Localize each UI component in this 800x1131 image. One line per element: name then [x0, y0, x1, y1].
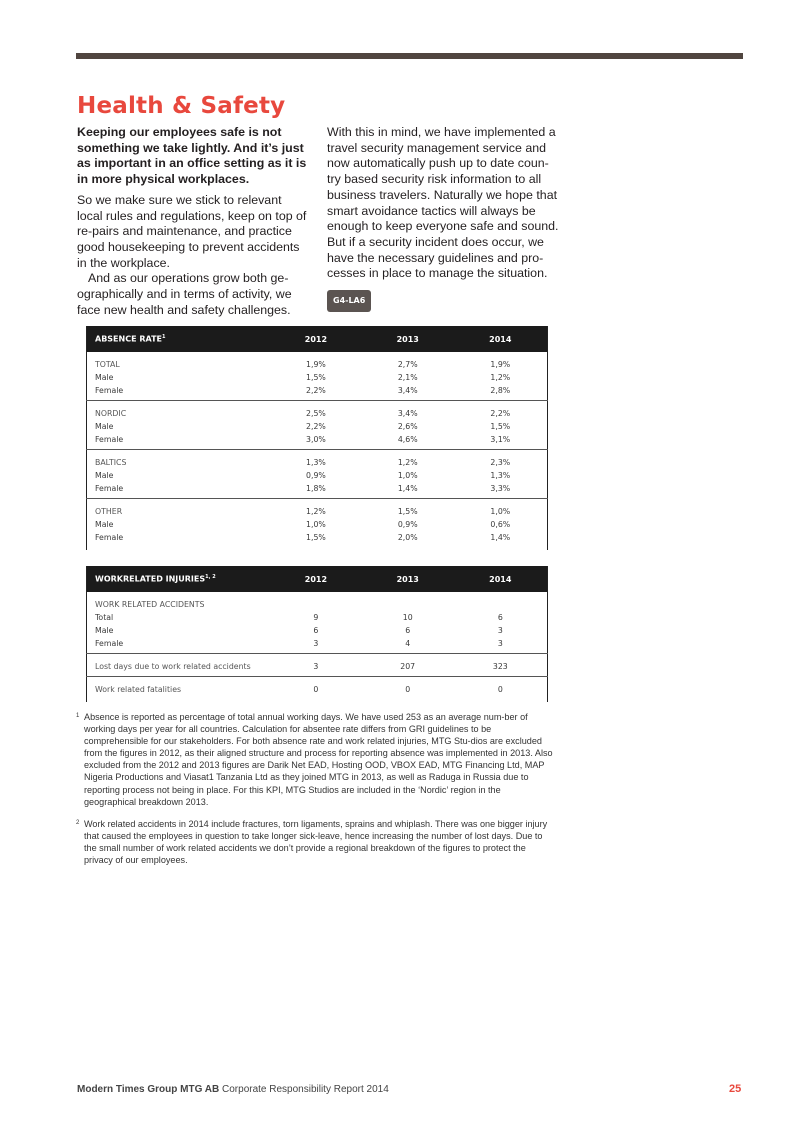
table-cell: 6 — [313, 626, 319, 635]
table-cell: 1,3% — [306, 458, 326, 467]
table-cell: 4,6% — [362, 433, 454, 450]
table-cell: 2,3% — [490, 458, 511, 467]
table-cell: 1,5% — [306, 373, 326, 382]
gri-badge: G4-LA6 — [327, 290, 371, 312]
table-cell: 3 — [497, 626, 503, 635]
table-cell: 1,5% — [306, 533, 326, 542]
table-cell: 1,9% — [490, 360, 511, 369]
table-row — [87, 401, 548, 421]
table-cell: 6 — [497, 613, 503, 622]
table-cell: 3,4% — [397, 409, 418, 418]
row-label: Female — [87, 433, 271, 450]
table-cell: 0,9% — [306, 471, 326, 480]
table-cell: 1,4% — [490, 533, 511, 542]
group-label: OTHER — [95, 507, 123, 516]
group-label: BALTICS — [95, 458, 127, 467]
table-cell: 1,2% — [306, 507, 326, 516]
table-cell: 1,8% — [270, 482, 362, 499]
table-cell: 1,0% — [397, 471, 418, 480]
table-cell: 323 — [454, 654, 548, 677]
table-row — [87, 482, 548, 499]
year-header: 2013 — [362, 326, 454, 352]
table-cell: 2,2% — [306, 422, 326, 431]
group-label: WORK RELATED ACCIDENTS — [95, 600, 205, 609]
row-label: Lost days due to work related accidents — [87, 654, 271, 677]
table-cell: 6 — [405, 626, 411, 635]
table-cell: 0,6% — [490, 520, 511, 529]
table-cell: 207 — [362, 654, 454, 677]
absence-rate-table — [86, 326, 548, 550]
table-cell: 2,1% — [397, 373, 418, 382]
row-label: Male — [95, 422, 114, 431]
table-cell: 4 — [362, 637, 454, 654]
table-cell: 1,9% — [306, 360, 326, 369]
table-cell: 0 — [405, 685, 411, 694]
footnote: 1 Absence is reported as percentage of total annual working days. We have used 253 as an average num-ber of working days per year for all countries. Calculation for absentee rate differs from GRI guidelines to be comprehensible for our stakeholders. For both absence rate and work related injuries, MTG Stu-dios are excluded from the figures in 2012, as their aligned structure and process for reporting absence was implemented in 2013. Also excluded from the 2012 and 2013 figures are Darik Net EAD, Hosting OOD, VBOX EAD, MTG Financing Ltd, MAP Nigeria Productions and Viasat1 Tanzania Ltd as they joined MTG in 2013, as well as Raduga in Russia due to reporting process not being in place. For this KPI, MTG Studios are included in the ‘Nordic’ region in the geographical breakdown 2013. — [76, 712, 553, 807]
row-label: Female — [95, 533, 124, 542]
table-cell: 2,6% — [397, 422, 418, 431]
row-label: Male — [95, 520, 114, 529]
table-header-title: ABSENCE RATE$^1$ — [87, 326, 271, 352]
table-cell: 10 — [402, 613, 413, 622]
row-label: Male — [95, 471, 114, 480]
footnotes — [76, 711, 554, 876]
year-header: 2014 — [454, 326, 548, 352]
table-cell: 2,7% — [397, 360, 418, 369]
table-row — [87, 531, 548, 544]
table-row — [87, 677, 548, 697]
table-row — [87, 624, 548, 637]
section-title: Health & Safety — [77, 93, 286, 119]
body-paragraph-1: So we make sure we stick to relevant local rules and regulations, keep on top of re-pairs and maintenance, and practice good housekeeping to prevent accidents in the workplace. — [77, 192, 307, 270]
table-row — [87, 384, 548, 401]
page-footer — [77, 1084, 389, 1095]
left-column — [77, 125, 309, 318]
table-header-row — [87, 566, 548, 592]
row-label: Female — [87, 482, 271, 499]
table-row — [87, 611, 548, 624]
row-label: Female — [87, 384, 271, 401]
table-row — [87, 420, 548, 433]
table-cell: 2,8% — [454, 384, 548, 401]
year-header: 2014 — [454, 566, 548, 592]
table-cell: 1,2% — [490, 373, 511, 382]
table-cell: 3,0% — [270, 433, 362, 450]
footnote: 2 Work related accidents in 2014 include fractures, torn ligaments, sprains and whiplash. There was one bigger injury that caused the employees in question to take longer sick-leave, hence increasing the number of lost days. Due to the small number of work related accidents we don’t provide a regional breakdown of the figures to protect the privacy of our employees. — [76, 818, 548, 866]
table-row — [87, 450, 548, 470]
table-row — [87, 371, 548, 384]
row-label: Female — [87, 637, 271, 654]
table-cell: 9 — [313, 613, 319, 622]
table-cell: 1,0% — [490, 507, 511, 516]
page-number: 25 — [729, 1083, 742, 1095]
table-cell: 1,0% — [306, 520, 326, 529]
group-label: TOTAL — [95, 360, 120, 369]
table-row — [87, 592, 548, 611]
table-cell: 2,0% — [397, 533, 418, 542]
year-header: 2012 — [270, 566, 362, 592]
table-row — [87, 654, 548, 677]
table-cell: 1,5% — [397, 507, 418, 516]
body-paragraph-3: With this in mind, we have implemented a travel security management service and now automatically push up to date coun-try based security risk information to all business travelers. Naturally we hope that smart avoidance tactics will always be enough to keep everyone safe and sound. But if a security incident does occur, we have the necessary guidelines and pro-cesses in place to manage the situation. — [327, 125, 559, 281]
table-row — [87, 469, 548, 482]
body-paragraph-2: And as our operations grow both ge-ographically and in terms of activity, we face new health and safety challenges. — [77, 271, 292, 317]
table-cell: 1,3% — [490, 471, 511, 480]
table-header-row — [87, 326, 548, 352]
table-cell: 3,4% — [362, 384, 454, 401]
table-cell: 1,2% — [397, 458, 418, 467]
top-rule — [76, 53, 743, 59]
footer-report-title: Corporate Responsibility Report 2014 — [222, 1084, 389, 1095]
table-cell: 3,3% — [454, 482, 548, 499]
footer-company: Modern Times Group MTG AB — [77, 1084, 220, 1095]
table-cell: 1,4% — [362, 482, 454, 499]
table-cell: 3 — [454, 637, 548, 654]
table-cell: 3,1% — [454, 433, 548, 450]
table-cell: 0,9% — [397, 520, 418, 529]
workrelated-injuries-table — [86, 566, 548, 702]
year-header: 2012 — [270, 326, 362, 352]
table-cell: 3 — [270, 637, 362, 654]
table-header-title: WORKRELATED INJURIES$^{1, 2}$ — [87, 566, 271, 592]
table-cell: 3 — [270, 654, 362, 677]
table-cell: 0 — [497, 685, 503, 694]
row-label: Male — [95, 626, 114, 635]
lead-paragraph: Keeping our employees safe is not something we take lightly. And it’s just as important in an office setting as it is in more physical workplaces. — [77, 125, 307, 187]
table-row — [87, 499, 548, 519]
table-cell: 2,5% — [306, 409, 326, 418]
table-row — [87, 433, 548, 450]
table-row — [87, 518, 548, 531]
row-label: Work related fatalities — [95, 685, 182, 694]
row-label: Total — [95, 613, 114, 622]
table-cell: 1,5% — [490, 422, 511, 431]
right-column — [327, 125, 559, 312]
table-cell: 2,2% — [270, 384, 362, 401]
table-cell: 2,2% — [490, 409, 511, 418]
table-row — [87, 352, 548, 371]
table-cell: 0 — [313, 685, 319, 694]
row-label: Male — [95, 373, 114, 382]
year-header: 2013 — [362, 566, 454, 592]
table-row — [87, 637, 548, 654]
group-label: NORDIC — [95, 409, 127, 418]
